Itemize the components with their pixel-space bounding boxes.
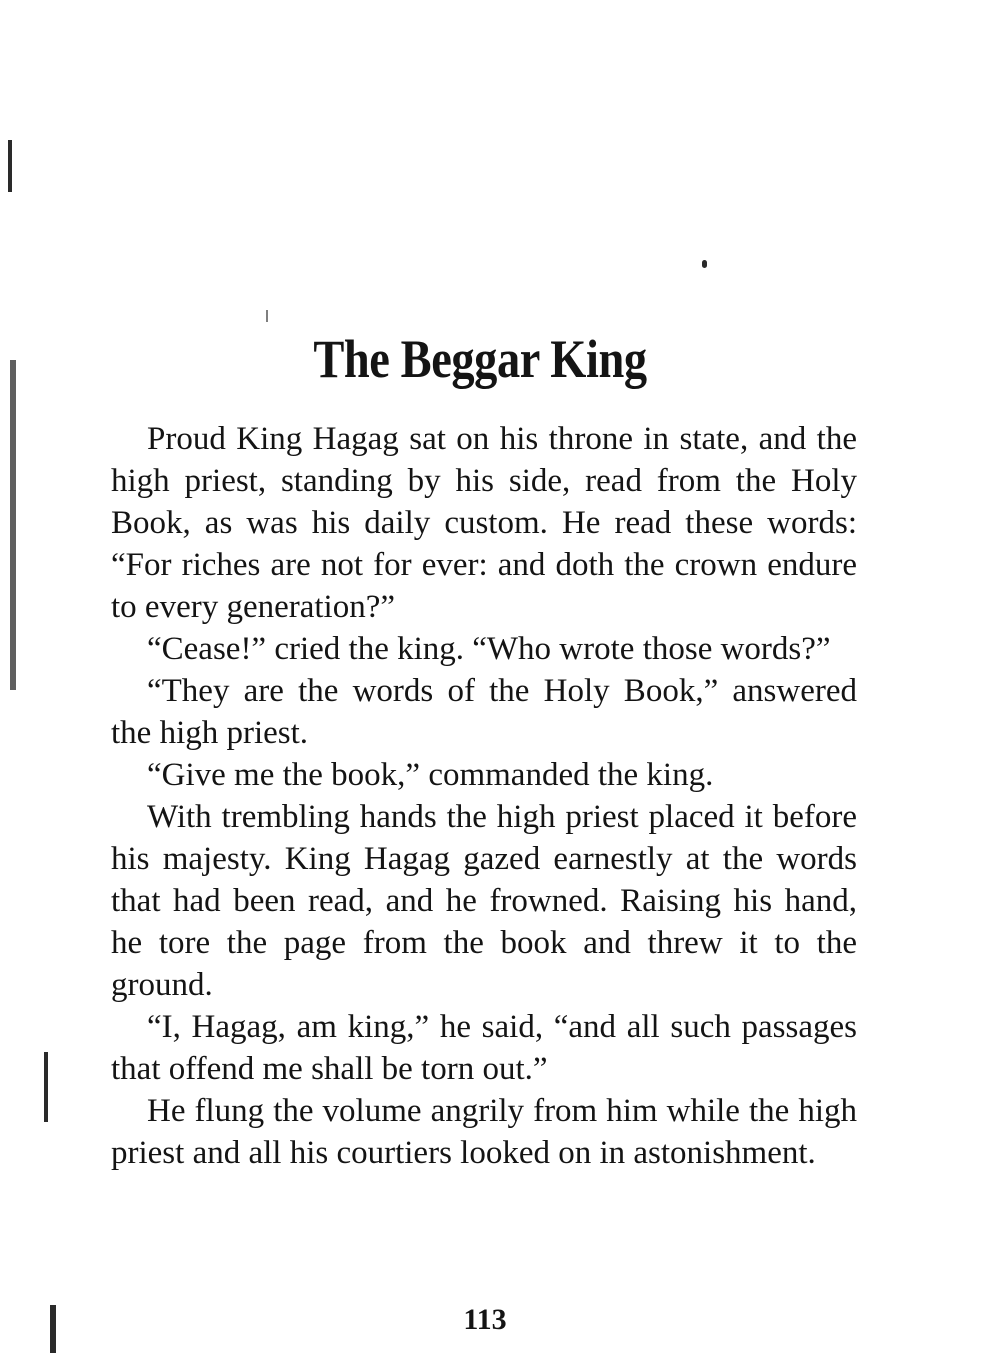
chapter-body — [111, 418, 857, 1174]
chapter-title: The Beggar King — [313, 329, 647, 389]
paragraph: With trembling hands the high priest placed it before his majesty. King Hagag gazed earnestly at the words that had been read, and he frowned. Raising his hand, he tore the page from the book and threw it to the ground. — [111, 799, 857, 1003]
scan-speck — [702, 260, 707, 268]
scan-margin-mark — [8, 140, 12, 192]
paragraph: “They are the words of the Holy Book,” answered the high priest. — [111, 673, 857, 751]
scan-margin-mark — [44, 1052, 48, 1122]
scan-margin-mark — [10, 360, 16, 690]
scan-speck — [266, 310, 268, 322]
paragraph: “I, Hagag, am king,” he said, “and all such passages that offend me shall be torn out.” — [111, 1009, 857, 1087]
page-number: 113 — [463, 1303, 507, 1336]
paragraph: Proud King Hagag sat on his throne in state, and the high priest, standing by his side, read from the Holy Book, as was his daily custom. He read these words: “For riches are not for ever: and doth the crown endure to every generation?” — [111, 421, 857, 625]
paragraph: “Give me the book,” commanded the king. — [147, 757, 714, 793]
paragraph: “Cease!” cried the king. “Who wrote those words?” — [147, 631, 831, 667]
paragraph: He flung the volume angrily from him while the high priest and all his courtiers looked on in astonishment. — [111, 1093, 857, 1171]
